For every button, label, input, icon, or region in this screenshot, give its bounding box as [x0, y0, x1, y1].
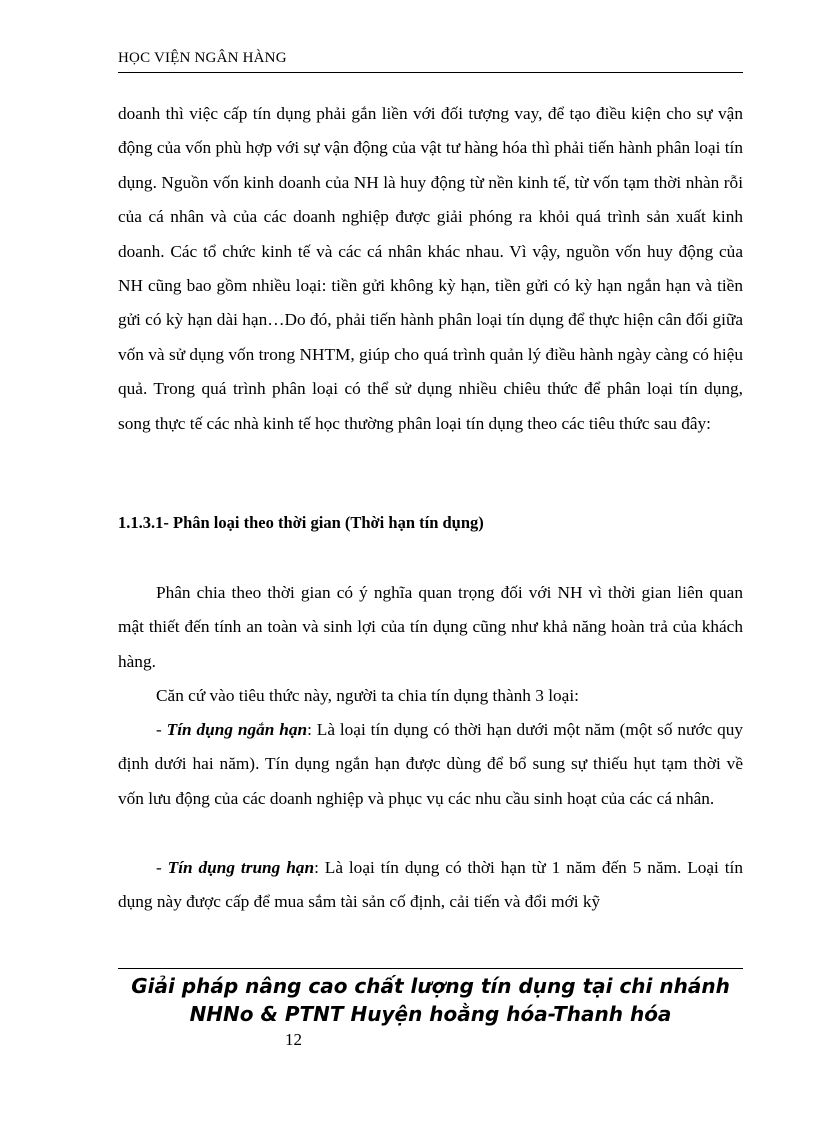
footer-title [118, 972, 743, 1028]
list-item-text: : Là loại tín dụng có thời hạn từ 1 năm đến 5 năm. Loại tín dụng này được cấp để mua sắm tài sản cố định, cải tiến và đổi mới kỹ [118, 858, 743, 912]
body-paragraph-3: Căn cứ vào tiêu thức này, người ta chia tín dụng thành 3 loại: [156, 686, 579, 705]
header-divider [118, 72, 743, 73]
body-paragraph-2: Phân chia theo thời gian có ý nghĩa quan trọng đối với NH vì thời gian liên quan mật thiết đến tính an toàn và sinh lợi của tín dụng cũng như khả năng hoàn trả của khách hàng. [118, 583, 743, 671]
list-item-text: : Là loại tín dụng có thời hạn dưới một năm (một số nước quy định dưới hai năm). Tín dụng ngắn hạn được dùng để bổ sung sự thiếu hụt tạm thời về vốn lưu động của các doanh nghiệp và phục vụ các nhu cầu sinh hoạt của các cá nhân. [118, 720, 743, 808]
term-short-term-credit: Tín dụng ngắn hạn [166, 720, 308, 739]
footer-title-line-1: Giải pháp nâng cao chất lượng tín dụng tại chi nhánh [131, 974, 730, 998]
body-paragraph-1: doanh thì việc cấp tín dụng phải gắn liền với đối tượng vay, để tạo điều kiện cho sự vận động của vốn phù hợp với sự vận động của vật tư hàng hóa thì phải tiến hành phân loại tín dụng. Nguồn vốn kinh doanh của NH là huy động từ nền kinh tế, từ vốn tạm thời nhàn rỗi của cá nhân và của các doanh nghiệp được giải phóng ra khỏi quá trình sản xuất kinh doanh. Các tổ chức kinh tế và các cá nhân khác nhau. Vì vậy, nguồn vốn huy động của NH cũng bao gồm nhiều loại: tiền gửi không kỳ hạn, tiền gửi có kỳ hạn ngắn hạn và tiền gửi có kỳ hạn dài hạn…Do đó, phải tiến hành phân loại tín dụng để thực hiện cân đối giữa vốn và sử dụng vốn trong NHTM, giúp cho quá trình quản lý điều hành ngày càng có hiệu quả. Trong quá trình phân loại có thể sử dụng nhiều chiêu thức để phân loại tín dụng, song thực tế các nhà kinh tế học thường phân loại tín dụng theo các tiêu thức sau đây: [118, 104, 743, 433]
section-heading: 1.1.3.1- Phân loại theo thời gian (Thời hạn tín dụng) [118, 513, 484, 532]
footer-title-line-2: NHNo & PTNT Huyện hoằng hóa-Thanh hóa [189, 1002, 672, 1026]
list-item-dash: - [156, 858, 168, 877]
list-item-medium-term [118, 851, 743, 920]
footer-divider [118, 968, 743, 969]
page-header: HỌC VIỆN NGÂN HÀNG [118, 50, 287, 66]
term-medium-term-credit: Tín dụng trung hạn [167, 858, 315, 877]
list-item-dash: - [156, 720, 167, 739]
list-item-short-term [118, 713, 743, 816]
page-number: 12 [285, 1030, 302, 1049]
